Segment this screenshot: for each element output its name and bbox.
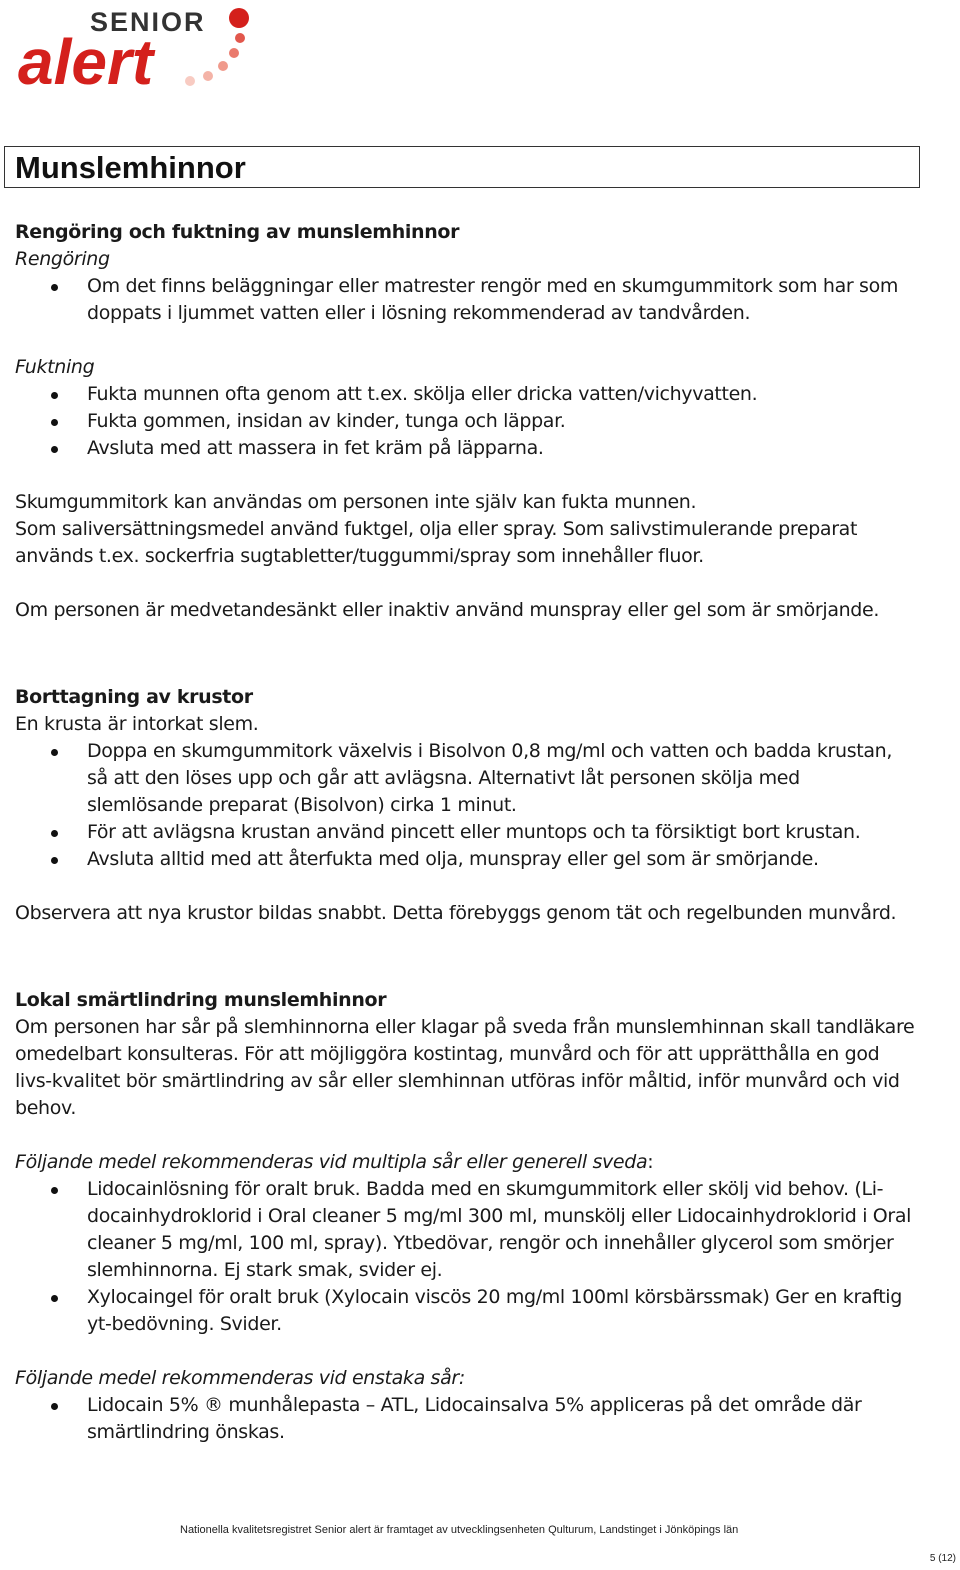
bullet-list <box>15 1176 915 1338</box>
subheading: Följande medel rekommenderas vid multipla sår eller generell sveda: <box>15 1151 654 1173</box>
page-number: 5 (12) <box>929 1553 956 1564</box>
footer-text: Nationella kvalitetsregistret Senior alert är framtaget av utvecklingsenheten Qulturum, Landstinget i Jönköpings län <box>180 1524 739 1536</box>
subheading: Rengöring <box>15 248 110 270</box>
list-item: För att avlägsna krustan använd pincett eller muntops och ta försiktigt bort krustan. <box>15 819 915 846</box>
list-item: Lidocainlösning för oralt bruk. Badda med en skumgummitork eller skölj vid behov. (Li-docainhydroklorid i Oral cleaner 5 mg/ml 300 ml, munskölj eller Lidocainhydroklorid i Oral cleaner 5 mg/ml, 100 ml, spray). Ytbedövar, rengör och innehåller glycerol som smörjer slemhinnorna. Ej stark smak, svider ej. <box>15 1176 915 1284</box>
logo-senior-text: SENIOR <box>90 7 206 37</box>
list-item: Om det finns beläggningar eller matrester rengör med en skumgummitork som har som doppats i ljummet vatten eller i lösning rekommenderad av tandvården. <box>15 273 915 327</box>
section-krustor <box>15 684 915 927</box>
logo-dot <box>218 61 228 71</box>
bullet-list <box>15 273 915 327</box>
logo-dot <box>185 76 195 86</box>
logo-dot <box>203 71 213 81</box>
senior-alert-logo <box>18 4 258 94</box>
list-item: Xylocaingel för oralt bruk (Xylocain viscös 20 mg/ml 100ml körsbärssmak) Ger en kraftig yt-bedövning. Svider. <box>15 1284 915 1338</box>
title-box <box>4 146 920 188</box>
logo-dot <box>229 48 239 58</box>
logo-dot <box>235 33 245 43</box>
paragraph: Som saliversättningsmedel använd fuktgel, olja eller spray. Som salivstimulerande preparat används t.ex. sockerfria sugtabletter/tuggummi/spray som innehåller fluor. <box>15 518 858 567</box>
logo-alert-text: alert <box>18 26 154 94</box>
bullet-list <box>15 1392 915 1446</box>
paragraph: Observera att nya krustor bildas snabbt. Detta förebyggs genom tät och regelbunden munvård. <box>15 902 897 924</box>
logo-dot-large <box>229 8 249 28</box>
document-body <box>15 219 915 1446</box>
paragraph: En krusta är intorkat slem. <box>15 713 259 735</box>
paragraph: Skumgummitork kan användas om personen inte själv kan fukta munnen. <box>15 491 697 513</box>
list-item: Avsluta alltid med att återfukta med olja, munspray eller gel som är smörjande. <box>15 846 915 873</box>
paragraph: Om personen har sår på slemhinnorna eller klagar på sveda från munslemhinnan skall tandläkare omedelbart konsulteras. För att möjliggöra kostintag, munvård och för att upprätthålla en god livs-kvalitet bör smärtlindring av sår eller slemhinnan utföras inför måltid, inför munvård och vid behov. <box>15 1016 915 1119</box>
bullet-list <box>15 381 915 462</box>
list-item: Doppa en skumgummitork växelvis i Bisolvon 0,8 mg/ml och vatten och badda krustan, så att den löses upp och går att avlägsna. Alternativt låt personen skölja med slemlösande preparat (Bisolvon) cirka 1 minut. <box>15 738 915 819</box>
list-item: Fukta gommen, insidan av kinder, tunga och läppar. <box>15 408 915 435</box>
subheading: Följande medel rekommenderas vid enstaka sår: <box>15 1367 465 1389</box>
subheading: Fuktning <box>15 356 95 378</box>
list-item: Fukta munnen ofta genom att t.ex. skölja eller dricka vatten/vichyvatten. <box>15 381 915 408</box>
section-heading: Borttagning av krustor <box>15 686 253 708</box>
list-item: Lidocain 5% ® munhålepasta – ATL, Lidocainsalva 5% appliceras på det område där smärtlindring önskas. <box>15 1392 915 1446</box>
section-smartlindring <box>15 987 915 1446</box>
section-heading: Lokal smärtlindring munslemhinnor <box>15 989 387 1011</box>
page-title: Munslemhinnor <box>15 150 246 185</box>
section-heading: Rengöring och fuktning av munslemhinnor <box>15 221 460 243</box>
list-item: Avsluta med att massera in fet kräm på läpparna. <box>15 435 915 462</box>
paragraph: Om personen är medvetandesänkt eller inaktiv använd munspray eller gel som är smörjande. <box>15 599 880 621</box>
section-rengoring <box>15 219 915 624</box>
bullet-list <box>15 738 915 873</box>
